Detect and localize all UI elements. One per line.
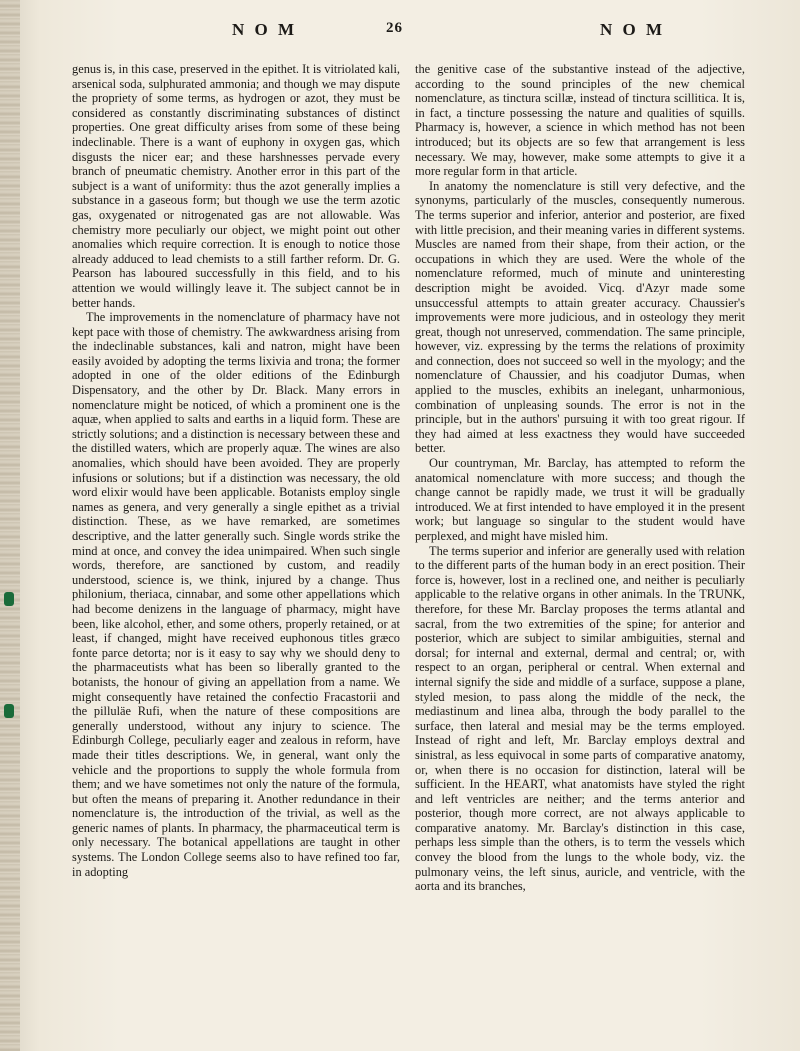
paragraph: The improvements in the nomenclature of pharmacy have not kept pace with those of chemistry. The awkwardness arising from the indeclinable substances, kali and natron, might have been easily avoided by adopting the terms lixivia and trona; the former adopted in one of the older editions of the Edinburgh Dispensatory, and the other by Dr. Black. Many errors in nomenclature might be noticed, of which a prominent one is the aquæ, when applied to salts and earths in a liquid form. These are strictly solutions; and a distinction is necessary between these and the distilled waters, which are properly aquæ. The wines are also anomalies, which should have been avoided. They are properly infusions or solutions; but if a distinction was necessary, the old word elixir would have been applicable. Botanists employ single names as genera, and very generally a single epithet as a trivial distinction. These, as we have remarked, are sometimes descriptive, and the latter generally such. Single words strike the mind at once, and convey the idea unimpaired. When such single words, therefore, are sanctioned by custom, and readily understood, science is, we think, injured by a change. Thus philonium, theriaca, cinnabar, and some other appellations which had become denizens in the language of pharmacy, might have been, like alcohol, ether, and some others, properly retained, or at least, if changed, might have received euphonous titles græco fonte parce detorta; nor is it easy to say why we should deny to the pharmaceutists what has been so liberally granted to the botanists, the honour of giving an appellation from a name. We might consequently have retained the confectio Fracastorii and the pilluläe Rufi, when the nature of these compositions are generally understood, without any injury to science. The Edinburgh College, peculiarly eager and zealous in reform, have made their titles descriptions. We, in general, want only the vehicle and the proportions to supply the whole formula from them; and we have sometimes not only the nature of the formula, but often the means of preparing it. Another redundance in their nomenclature is, the introduction of the trivial, as well as the generic names of plants. In pharmacy, the pharmaceutical term is only necessary. The botanical appellations are taught in other systems. The London College seems also to have refined too far, in adopting [72, 310, 400, 879]
binding-mark [4, 704, 14, 718]
running-head [0, 20, 800, 48]
paragraph: Our countryman, Mr. Barclay, has attempted to reform the anatomical nomenclature with more success; and though the change cannot be rapidly made, we trust it will be gradually introduced. We at first intended to have employed it in the present work; but language so singular to the student would have perplexed, and might have misled him. [415, 456, 745, 543]
paragraph: In anatomy the nomenclature is still very defective, and the synonyms, particularly of the muscles, consequently numerous. The terms superior and inferior, anterior and posterior, are fixed with little precision, and their meaning varies in different systems. Muscles are named from their shape, from their action, or the occupations in which they are used. Were the whole of the nomenclature reformed, much of minute and uninteresting description might be avoided. Vicq. d'Azyr made some unsuccessful attempts to attain greater accuracy. Chaussier's improvements were more judicious, and in osteology they merit great, though not unreserved, commendation. The same principle, however, viz. expressing by the terms the relations of proximity and connection, does not succeed so well in the myology; and the nomenclature of Chaussier, and his coadjutor Dumas, when applied to the muscles, exhibits an inelegant, unharmonious, combination of unpleasing sounds. The error is not in the principle, but in the authors' pursuing it with too great rigour. If they had aimed at less exactness they would have succeeded better. [415, 178, 745, 456]
left-column [72, 62, 400, 1037]
page-number: 26 [386, 20, 403, 36]
paragraph: The terms superior and inferior are generally used with relation to the different parts of the human body in an erect position. Their force is, however, lost in a reclined one, and neither is peculiarly applicable to the relative organs in other animals. In the TRUNK, therefore, for these Mr. Barclay proposes the terms atlantal and sacral, from the two extremities of the spine; for anterior and posterior, which are subject to similar ambiguities, sternal and dorsal; for internal and external, dermal and central; or, with respect to an organ, peripheral or central. When external and internal signify the side and middle of a surface, suppose a plane, styled mesion, to pass along the middle of the neck, the mediastinum and linea alba, through the body parallel to the surface, then lateral and mesial may be the terms employed. Instead of right and left, Mr. Barclay employs dextral and sinistral, as less equivocal in some parts of comparative anatomy, or, when there is no occasion for distinction, lateral will be sufficient. In the HEART, what anatomists have styled the right and left ventricles are neither; and the terms anterior and posterior, though more correct, are not always applicable to comparative anatomy. Mr. Barclay's distinction in this case, perhaps less simple than the others, is to term the vessels which convey the blood from the lungs to the whole body, viz. the pulmonary veins, the left sinus, auricle, and ventricle, with the aorta and its branches, [415, 543, 745, 894]
running-head-left: N O M [232, 20, 298, 39]
page-binding-edge [0, 0, 20, 1051]
right-column [415, 62, 745, 1037]
binding-mark [4, 592, 14, 606]
running-head-right: N O M [600, 20, 666, 39]
paragraph: the genitive case of the substantive instead of the adjective, according to the sound principles of the new chemical nomenclature, as tinctura scillæ, instead of tinctura scillitica. It is, in fact, a tincture possessing the nature and qualities of squills. Pharmacy is, however, a science in which method has not been introduced; but its objects are so few that arrangement is less necessary. We may, however, make some attempts to give it a more regular form in that article. [415, 62, 745, 179]
paragraph: genus is, in this case, preserved in the epithet. It is vitriolated kali, arsenical soda, sulphurated ammonia; and though we may dispute the propriety of some terms, as hydrogen or azot, they must be considered as constantly discriminating substances of distinct properties. One great difficulty arises from some of these being indeclinable. There is a want of euphony in oxygen gas, which disgusts the nicer ear; and these harshnesses pervade every branch of pneumatic chemistry. Another error in this part of the subject is a want of uniformity: thus the azot generally implies a substance in a gaseous form; but though we use the term azotic gas, oxygenated or nitrogenated gas are not allowable. Was chemistry more peculiarly our object, we might point out other anomalies which require correction. It is enough to notice those already adduced to lead chemists to a still farther reform. Dr. G. Pearson has laboured successfully in this field, and to his attention we would willingly leave it. The subject cannot be in better hands. [72, 62, 400, 310]
